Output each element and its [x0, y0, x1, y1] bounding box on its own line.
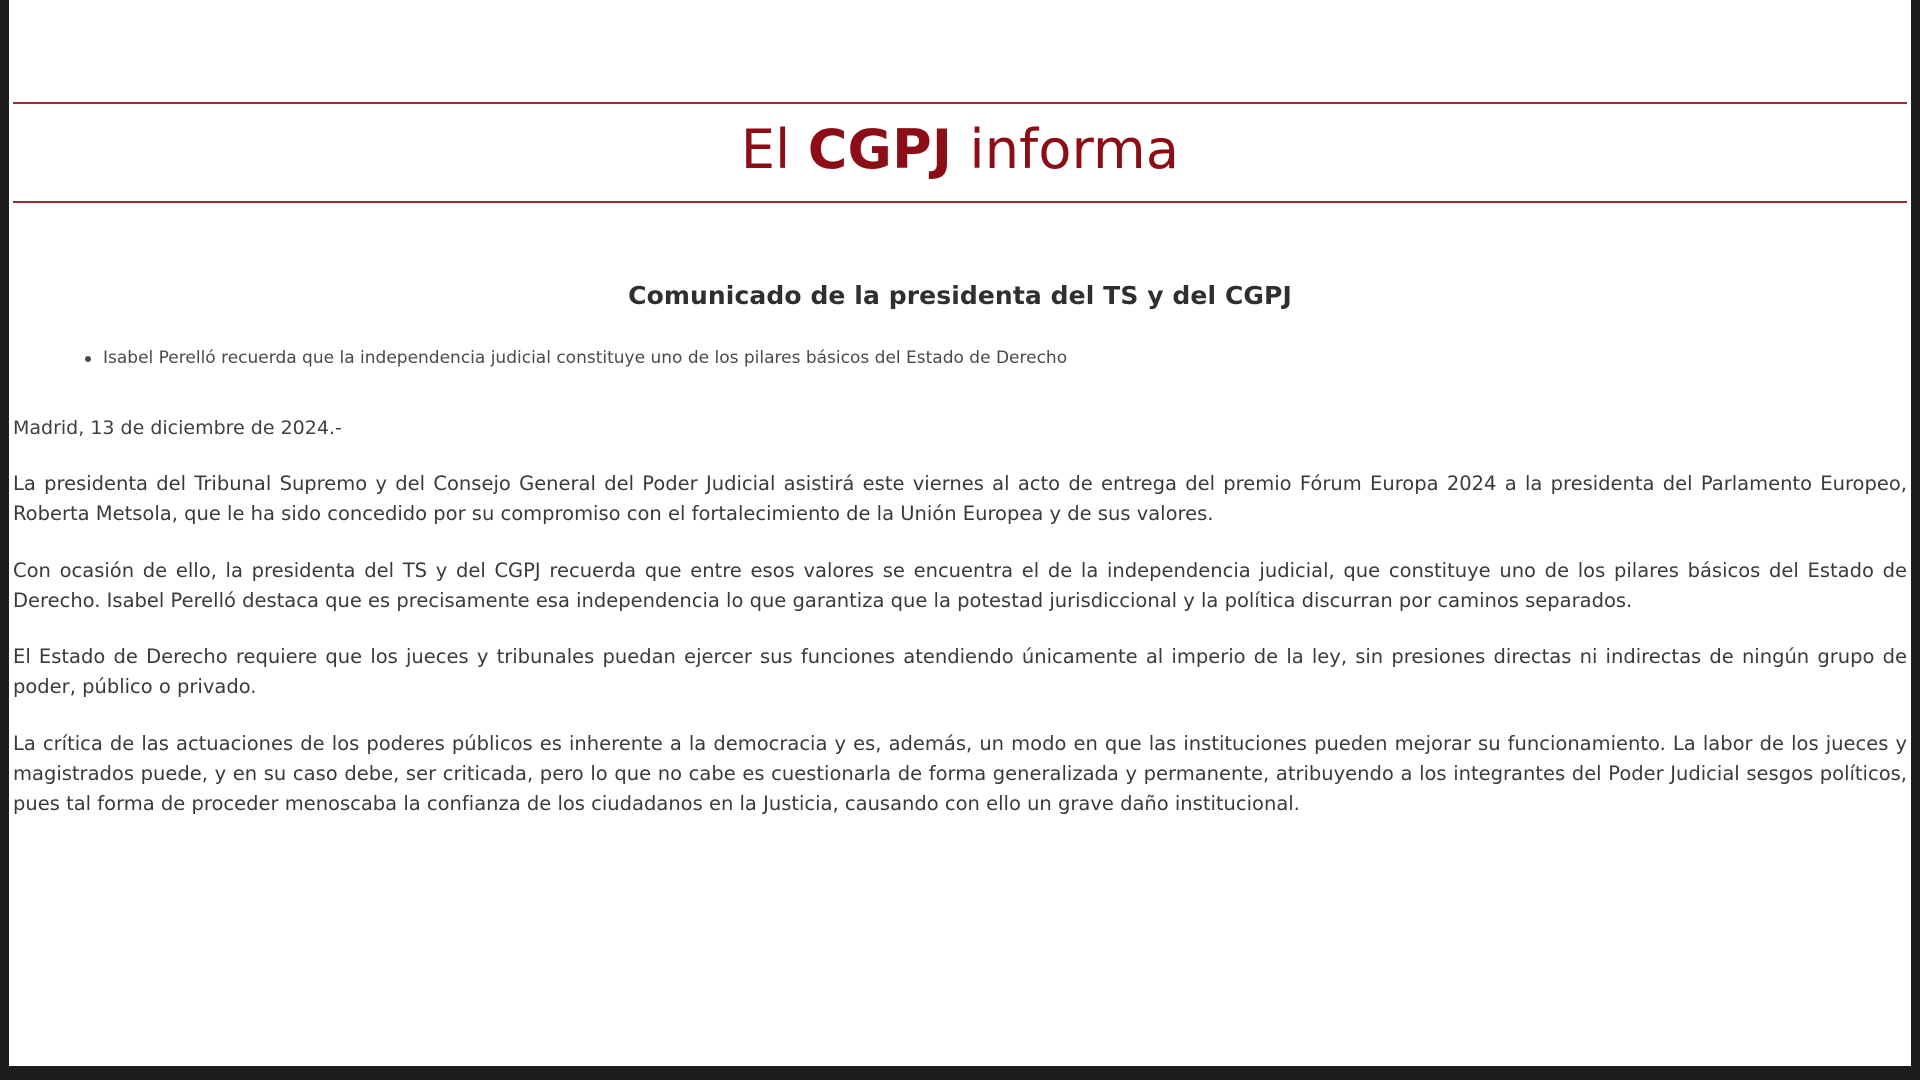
paragraph: El Estado de Derecho requiere que los jueces y tribunales puedan ejercer sus funciones atendiendo únicamente al imperio de la ley, sin presiones directas ni indirectas de ningún grupo de poder, público o privado. [13, 645, 1907, 699]
masthead [13, 102, 1907, 203]
masthead-suffix: informa [952, 118, 1180, 181]
document-content [9, 0, 1911, 1080]
bottom-edge-strip [0, 1066, 1920, 1080]
right-edge-strip [1911, 0, 1920, 1080]
masthead-prefix: El [740, 118, 808, 181]
body-copy [13, 469, 1907, 819]
paragraph: La presidenta del Tribunal Supremo y del Consejo General del Poder Judicial asistirá este viernes al acto de entrega del premio Fórum Europa 2024 a la presidenta del Parlamento Europeo, Roberta Metsola, que le ha sido concedido por su compromiso con el fortalecimiento de la Unión Europea y de sus valores. [13, 472, 1907, 526]
dateline: Madrid, 13 de diciembre de 2024.- [13, 417, 342, 440]
masthead-acronym: CGPJ [807, 118, 953, 181]
masthead-title [13, 118, 1907, 181]
left-edge-strip [0, 0, 9, 1080]
paragraph: Con ocasión de ello, la presidenta del TS y del CGPJ recuerda que entre esos valores se encuentra el de la independencia judicial, que constituye uno de los pilares básicos del Estado de Derecho. Isabel Perelló destaca que es precisamente esa independencia lo que garantiza que la potestad jurisdiccional y la política discurran por caminos separados. [13, 558, 1907, 612]
highlights-list [13, 346, 1907, 372]
list-item: Isabel Perelló recuerda que la independencia judicial constituye uno de los pilares básicos del Estado de Derecho [13, 346, 1907, 372]
page-title: Comunicado de la presidenta del TS y del CGPJ [628, 280, 1292, 310]
paragraph: La crítica de las actuaciones de los poderes públicos es inherente a la democracia y es, además, un modo en que las instituciones pueden mejorar su funcionamiento. La labor de los jueces y magistrados puede, y en su caso debe, ser criticada, pero lo que no cabe es cuestionarla de forma generalizada y permanente, atribuyendo a los integrantes del Poder Judicial sesgos políticos, pues tal forma de proceder menoscaba la confianza de los ciudadanos en la Justicia, causando con ello un grave daño institucional. [13, 731, 1907, 815]
